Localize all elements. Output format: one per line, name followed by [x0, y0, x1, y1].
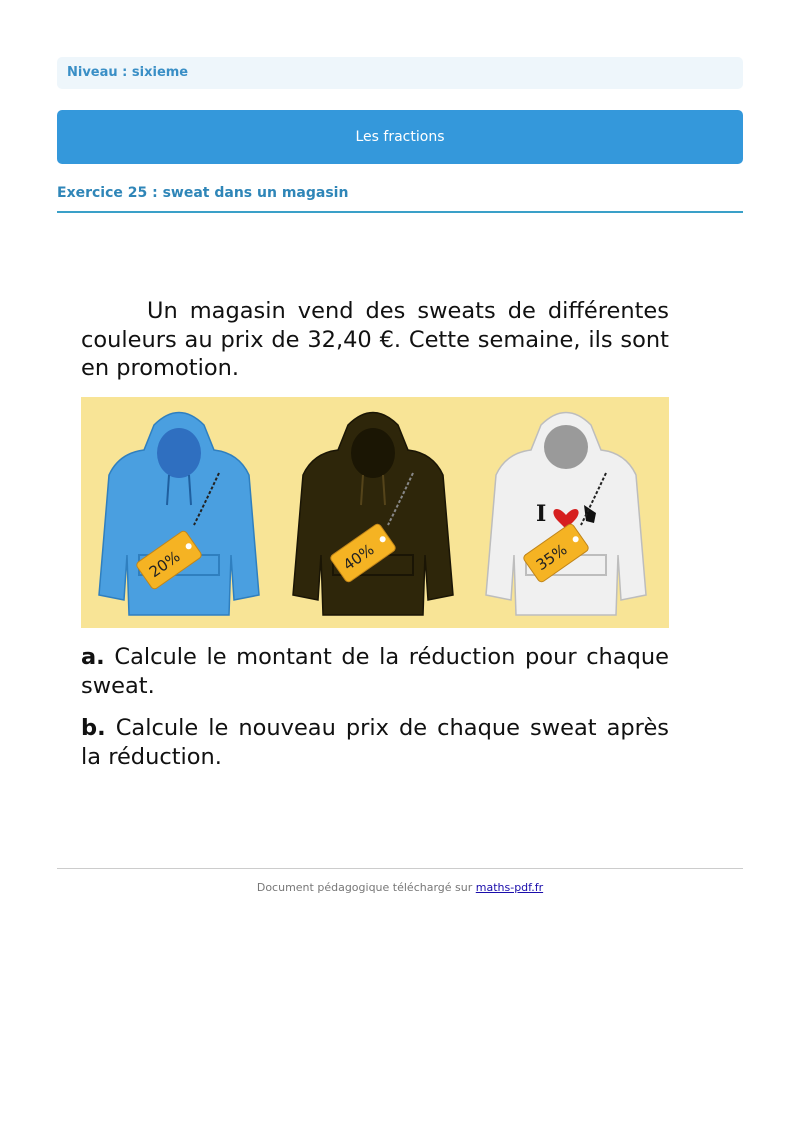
logo-letter: I — [536, 501, 547, 527]
question-b-text: Calcule le nouveau prix de chaque sweat après la réduction. — [81, 715, 670, 770]
footer-text: Document pédagogique téléchargé sur — [256, 881, 476, 894]
footer — [0, 881, 800, 894]
sweat-white-discount: 35% — [532, 540, 571, 575]
sweat-blue-discount: 20% — [145, 547, 184, 582]
sweats-illustration — [81, 397, 669, 628]
question-a-text: Calcule le montant de la réduction pour chaque sweat. — [81, 644, 669, 699]
sweat-dark-discount: 40% — [339, 540, 378, 575]
chapter-banner: Les fractions — [57, 110, 743, 164]
sweat-white — [486, 413, 646, 616]
sweat-blue — [99, 413, 259, 616]
exercise-statement — [81, 297, 669, 383]
question-b-label: b. — [81, 715, 106, 741]
footer-link[interactable]: maths-pdf.fr — [475, 881, 544, 894]
statement-text: Un magasin vend des sweats de différentes couleurs au prix de 32,40 €. Cette semaine, ils sont en promotion. — [81, 298, 669, 381]
sweats-drawing — [81, 397, 669, 628]
exercise-title: Exercice 25 : sweat dans un magasin — [57, 185, 743, 213]
question-a-label: a. — [81, 644, 105, 670]
question-a — [81, 643, 669, 700]
sweat-dark — [293, 413, 453, 616]
level-label: Niveau : sixieme — [57, 57, 743, 89]
question-b — [81, 714, 669, 771]
footer-divider — [57, 868, 743, 869]
